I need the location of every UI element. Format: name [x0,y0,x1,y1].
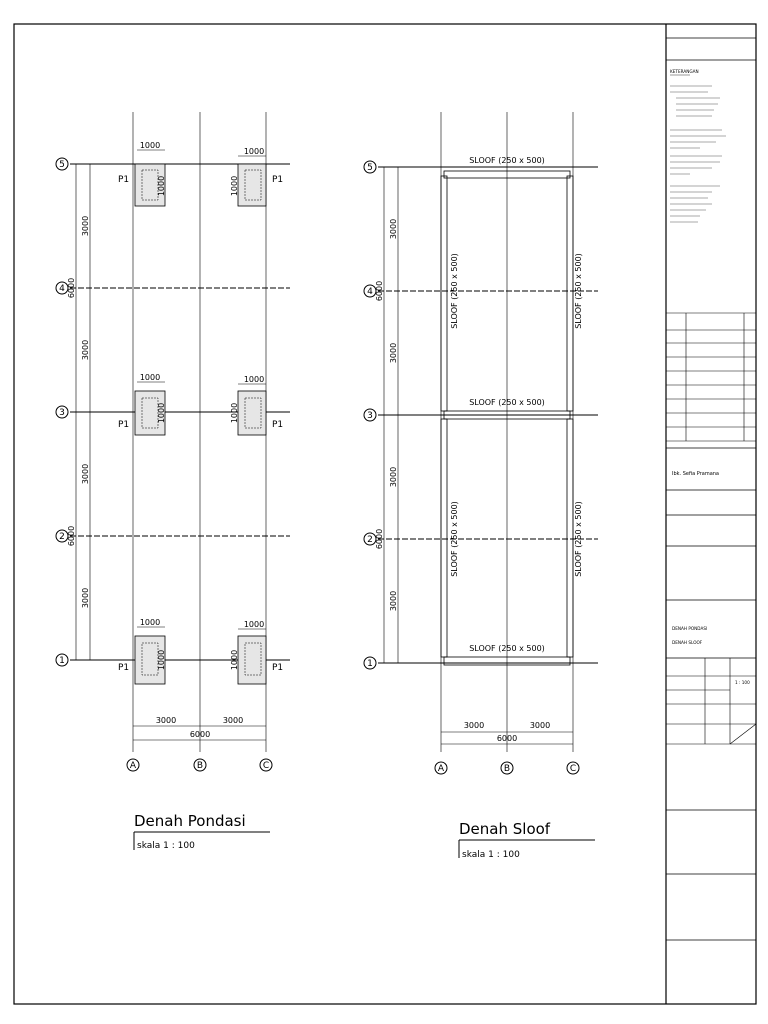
col-total-dim: 6000 [189,730,211,739]
col-bubble-c [567,762,579,774]
pad-depth-dim: 1000 [157,175,166,197]
engineer-name: Ibk. Sefia Pramana [672,471,719,477]
pad-label: P1 [272,663,284,673]
row-label: 4 [59,284,65,294]
col-bubble-b [501,762,513,774]
col-label: B [503,764,511,774]
row-dim-4-3: 3000 [389,342,398,364]
sloof-beam-col-c-lower [567,419,583,657]
row-dim-3-2: 3000 [389,466,398,488]
pad-width-dim: 1000 [243,375,265,384]
col-bubble-c [260,759,272,771]
notes-heading: KETERANGAN [670,69,699,74]
footing-pad-a3 [118,373,166,435]
plan-title-sloof: Denah Sloof [459,820,551,838]
row-label: 2 [59,532,65,542]
col-label: A [437,764,445,774]
col-dim-b-c: 3000 [529,721,551,730]
sloof-beam-col-c-upper [567,176,583,411]
pad-width-dim: 1000 [139,373,161,382]
row-dim-3-2: 3000 [81,463,90,485]
row-total-dim-lower: 6000 [67,525,76,547]
row-label: 3 [59,408,65,418]
col-label: C [569,764,577,774]
pad-label: P1 [272,175,284,185]
row-bubble-1 [364,657,376,669]
sheet-title-1: DENAH PONDASI [672,626,708,631]
col-bubble-a [127,759,139,771]
row-bubble-1 [56,654,68,666]
pad-depth-dim: 1000 [230,175,239,197]
plan-sloof [364,112,598,860]
row-label: 4 [367,287,373,297]
row-bubble-3 [56,406,68,418]
notes-body [670,86,726,222]
footing-pad-c3 [230,375,283,435]
plan-scale-sloof: skala 1 : 100 [462,850,520,860]
pad-depth-dim: 1000 [157,649,166,671]
col-label: A [129,761,137,771]
row-label: 1 [367,659,373,669]
footing-pad-c1 [230,620,283,684]
row-label: 3 [367,411,373,421]
col-dim-a-b: 3000 [155,716,177,725]
row-bubble-3 [364,409,376,421]
col-total-dim: 6000 [496,734,518,743]
row-dim-2-1: 3000 [81,587,90,609]
footing-pad-a5 [118,141,166,206]
plan-scale-pondasi: skala 1 : 100 [137,841,195,851]
sheet-border [14,24,756,1004]
row-bubble-5 [56,158,68,170]
col-bubble-a [435,762,447,774]
row-total-dim-upper: 6000 [375,280,384,302]
row-label: 5 [59,160,65,170]
col-label: C [262,761,270,771]
beam-label: SLOOF (250 x 500) [469,156,545,165]
pad-label: P1 [118,420,130,430]
row-label: 1 [59,656,65,666]
sloof-beam-col-a-lower [441,419,459,657]
pad-width-dim: 1000 [243,620,265,629]
col-dim-b-c: 3000 [222,716,244,725]
sheet-info-table [666,658,756,744]
row-total-dim-lower: 6000 [375,528,384,550]
plan-title-pondasi: Denah Pondasi [134,812,246,830]
row-dim-2-1: 3000 [389,590,398,612]
pad-depth-dim: 1000 [230,402,239,424]
pad-width-dim: 1000 [139,618,161,627]
footing-pad-a1 [118,618,166,684]
beam-label: SLOOF (250 x 500) [450,501,459,577]
beam-label: SLOOF (250 x 500) [469,398,545,407]
beam-label: SLOOF (250 x 500) [469,644,545,653]
pad-depth-dim: 1000 [157,402,166,424]
row-label: 5 [367,163,373,173]
sheet-scale: 1 : 100 [735,680,750,685]
beam-label: SLOOF (250 x 500) [450,253,459,329]
col-dim-a-b: 3000 [463,721,485,730]
pad-label: P1 [272,420,284,430]
plan-pondasi [56,112,290,851]
beam-label: SLOOF (250 x 500) [574,253,583,329]
pad-width-dim: 1000 [243,147,265,156]
pad-label: P1 [118,175,130,185]
beam-label: SLOOF (250 x 500) [574,501,583,577]
sheet-title-2: DENAH SLOOF [672,640,703,645]
row-label: 2 [367,535,373,545]
row-dim-5-4: 3000 [389,218,398,240]
footing-pad-c5 [230,147,283,206]
row-total-dim-upper: 6000 [67,277,76,299]
row-dim-4-3: 3000 [81,339,90,361]
title-block [666,38,756,940]
row-dim-5-4: 3000 [81,215,90,237]
col-label: B [196,761,204,771]
revision-table [666,313,756,441]
pad-width-dim: 1000 [139,141,161,150]
pad-depth-dim: 1000 [230,649,239,671]
col-bubble-b [194,759,206,771]
sloof-beam-col-a-upper [441,176,459,411]
row-bubble-5 [364,161,376,173]
pad-label: P1 [118,663,130,673]
